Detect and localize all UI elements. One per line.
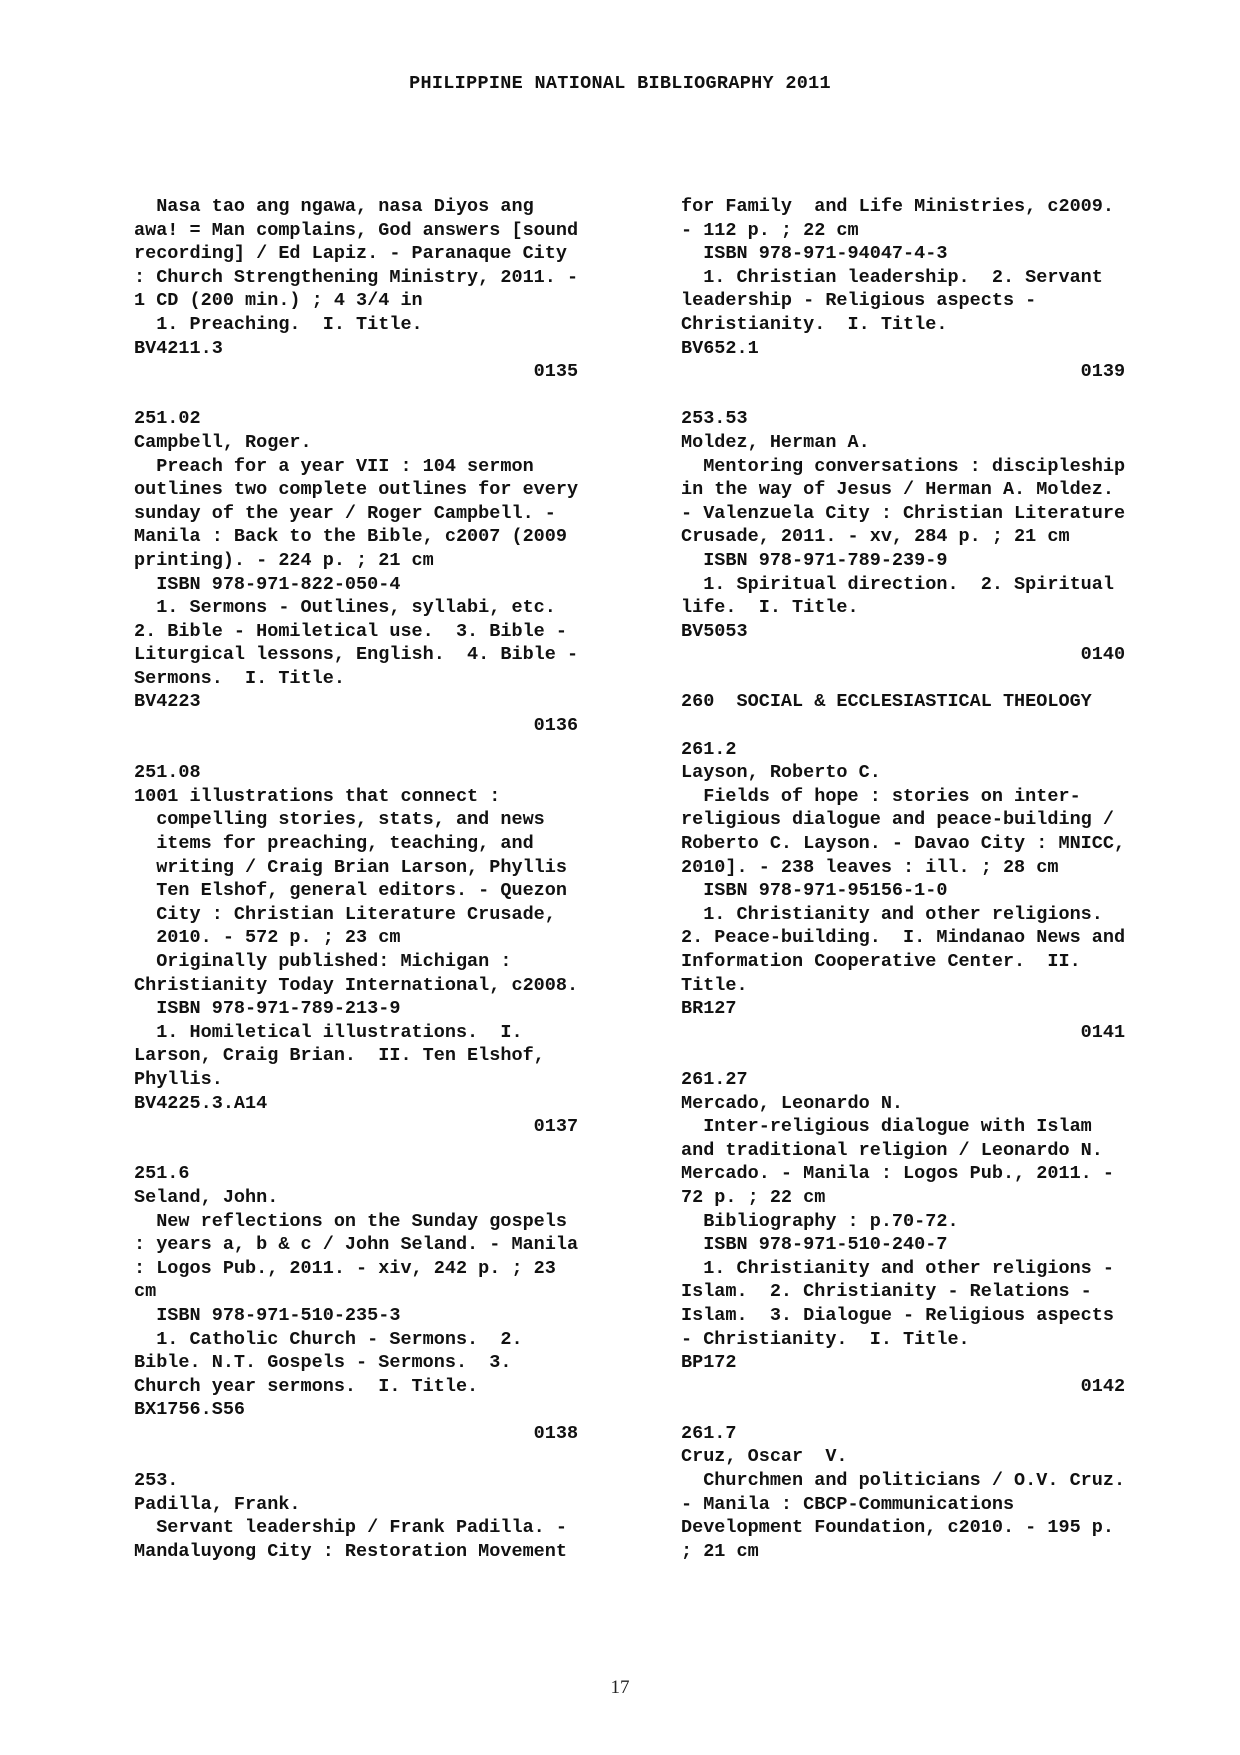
bibliography-line <box>681 667 1181 691</box>
bibliography-line: BV5053 <box>681 620 748 642</box>
bibliography-line: Mercado. - Manila : Logos Pub., 2011. - <box>681 1163 1114 1185</box>
bibliography-line <box>681 714 1181 738</box>
bibliography-line: 0137 <box>134 1116 579 1138</box>
bibliography-line: 2010. - 572 p. ; 23 cm <box>134 927 401 949</box>
bibliography-line: Roberto C. Layson. - Davao City : MNICC, <box>681 833 1126 855</box>
bibliography-line: : years a, b & c / John Seland. - Manila <box>134 1234 579 1256</box>
bibliography-line <box>134 1445 634 1469</box>
bibliography-line: Crusade, 2011. - xv, 284 p. ; 21 cm <box>681 526 1070 548</box>
bibliography-line: : Logos Pub., 2011. - xiv, 242 p. ; 23 <box>134 1257 556 1279</box>
bibliography-line: recording] / Ed Lapiz. - Paranaque City <box>134 243 567 265</box>
bibliography-line: ISBN 978-971-95156-1-0 <box>681 880 948 902</box>
bibliography-line: Christianity. I. Title. <box>681 313 948 335</box>
bibliography-line: 1001 illustrations that connect : <box>134 785 501 807</box>
bibliography-line: Bible. N.T. Gospels - Sermons. 3. <box>134 1352 512 1374</box>
bibliography-line: - Valenzuela City : Christian Literature <box>681 502 1126 524</box>
bibliography-line: 1. Christian leadership. 2. Servant <box>681 266 1103 288</box>
bibliography-line: 1. Sermons - Outlines, syllabi, etc. <box>134 597 556 619</box>
bibliography-line: 261.2 <box>681 738 737 760</box>
bibliography-line: BV4225.3.A14 <box>134 1092 268 1114</box>
bibliography-line: Cruz, Oscar V. <box>681 1446 848 1468</box>
bibliography-line: Seland, John. <box>134 1186 279 1208</box>
bibliography-line: ISBN 978-971-94047-4-3 <box>681 243 948 265</box>
bibliography-line: 1. Homiletical illustrations. I. <box>134 1021 523 1043</box>
bibliography-line <box>134 1139 634 1163</box>
bibliography-line: 253. <box>134 1470 179 1492</box>
bibliography-line: ISBN 978-971-822-050-4 <box>134 573 401 595</box>
bibliography-line: Ten Elshof, general editors. - Quezon <box>134 880 567 902</box>
bibliography-line: for Family and Life Ministries, c2009. <box>681 196 1114 217</box>
bibliography-line: BX1756.S56 <box>134 1399 246 1421</box>
right-column <box>681 195 1181 1563</box>
bibliography-line: ISBN 978-971-510-235-3 <box>134 1304 401 1326</box>
bibliography-line: writing / Craig Brian Larson, Phyllis <box>134 856 567 878</box>
bibliography-line: 0139 <box>681 361 1126 383</box>
bibliography-line: 1 CD (200 min.) ; 4 3/4 in <box>134 290 423 312</box>
bibliography-line: 1. Christianity and other religions - <box>681 1257 1114 1279</box>
bibliography-line: 251.08 <box>134 762 201 784</box>
bibliography-line <box>134 738 634 762</box>
bibliography-line: Mercado, Leonardo N. <box>681 1092 904 1114</box>
bibliography-line: 2010]. - 238 leaves : ill. ; 28 cm <box>681 856 1059 878</box>
bibliography-line: BV4223 <box>134 691 201 713</box>
bibliography-line: Campbell, Roger. <box>134 431 312 453</box>
bibliography-line: 2. Bible - Homiletical use. 3. Bible - <box>134 620 567 642</box>
bibliography-line: 260 SOCIAL & ECCLESIASTICAL THEOLOGY <box>681 691 1092 713</box>
bibliography-line <box>681 1398 1181 1422</box>
bibliography-line: Christianity Today International, c2008. <box>134 974 579 996</box>
bibliography-line: printing). - 224 p. ; 21 cm <box>134 549 434 571</box>
bibliography-line: 2. Peace-building. I. Mindanao News and <box>681 927 1126 949</box>
bibliography-line: 1. Christianity and other religions. <box>681 903 1103 925</box>
bibliography-line: 1. Catholic Church - Sermons. 2. <box>134 1328 523 1350</box>
bibliography-line: items for preaching, teaching, and <box>134 833 534 855</box>
bibliography-line: outlines two complete outlines for every <box>134 479 579 501</box>
bibliography-line: Islam. 2. Christianity - Relations - <box>681 1281 1092 1303</box>
bibliography-line: 251.02 <box>134 408 201 430</box>
bibliography-line: BV4211.3 <box>134 337 223 359</box>
bibliography-line <box>134 384 634 408</box>
bibliography-line: : Church Strengthening Ministry, 2011. - <box>134 266 579 288</box>
bibliography-line: City : Christian Literature Crusade, <box>134 903 556 925</box>
bibliography-line: ; 21 cm <box>681 1540 759 1562</box>
bibliography-line <box>681 1044 1181 1068</box>
bibliography-line: and traditional religion / Leonardo N. <box>681 1139 1103 1161</box>
bibliography-line <box>681 384 1181 408</box>
bibliography-line: Title. <box>681 974 748 996</box>
bibliography-line: - Manila : CBCP-Communications <box>681 1493 1015 1515</box>
bibliography-line: awa! = Man complains, God answers [sound <box>134 219 579 241</box>
bibliography-line: 0140 <box>681 644 1126 666</box>
bibliography-line: Information Cooperative Center. II. <box>681 951 1081 972</box>
page-number: 17 <box>610 1677 630 1698</box>
bibliography-line: Originally published: Michigan : <box>134 951 512 972</box>
bibliography-line: BV652.1 <box>681 337 759 359</box>
bibliography-line: BP172 <box>681 1352 737 1374</box>
left-column <box>134 195 634 1563</box>
bibliography-line: Moldez, Herman A. <box>681 431 870 453</box>
bibliography-line: Mandaluyong City : Restoration Movement <box>134 1540 567 1562</box>
bibliography-line: Mentoring conversations : discipleship <box>681 455 1126 477</box>
bibliography-line: - 112 p. ; 22 cm <box>681 219 859 241</box>
bibliography-line: 0142 <box>681 1375 1126 1397</box>
bibliography-line: Phyllis. <box>134 1068 223 1090</box>
bibliography-line: Development Foundation, c2010. - 195 p. <box>681 1517 1114 1539</box>
bibliography-line: ISBN 978-971-510-240-7 <box>681 1234 948 1256</box>
bibliography-line: Manila : Back to the Bible, c2007 (2009 <box>134 526 567 548</box>
bibliography-line: Islam. 3. Dialogue - Religious aspects <box>681 1304 1114 1326</box>
bibliography-line: 0141 <box>681 1021 1126 1043</box>
bibliography-line: 0136 <box>134 715 579 737</box>
bibliography-line: Nasa tao ang ngawa, nasa Diyos ang <box>134 196 534 217</box>
bibliography-line: 1. Preaching. I. Title. <box>134 313 423 335</box>
bibliography-line: Churchmen and politicians / O.V. Cruz. <box>681 1470 1126 1492</box>
bibliography-line: Inter-religious dialogue with Islam <box>681 1116 1092 1138</box>
bibliography-line: 0138 <box>134 1422 579 1444</box>
bibliography-line: Church year sermons. I. Title. <box>134 1375 479 1397</box>
bibliography-line: Larson, Craig Brian. II. Ten Elshof, <box>134 1045 545 1067</box>
bibliography-line: Layson, Roberto C. <box>681 762 881 784</box>
bibliography-line: ISBN 978-971-789-213-9 <box>134 998 401 1020</box>
bibliography-line: Bibliography : p.70-72. <box>681 1210 959 1232</box>
bibliography-line: Preach for a year VII : 104 sermon <box>134 455 534 477</box>
bibliography-line: religious dialogue and peace-building / <box>681 809 1114 831</box>
bibliography-line: Liturgical lessons, English. 4. Bible - <box>134 644 579 666</box>
bibliography-line: Sermons. I. Title. <box>134 667 345 689</box>
bibliography-line: compelling stories, stats, and news <box>134 809 545 831</box>
bibliography-line: 253.53 <box>681 408 748 430</box>
bibliography-line: Servant leadership / Frank Padilla. - <box>134 1517 567 1539</box>
bibliography-line: cm <box>134 1281 157 1303</box>
bibliography-line: life. I. Title. <box>681 597 859 619</box>
bibliography-line: - Christianity. I. Title. <box>681 1328 970 1350</box>
page-title: PHILIPPINE NATIONAL BIBLIOGRAPHY 2011 <box>409 73 831 94</box>
bibliography-line: 261.7 <box>681 1422 737 1444</box>
bibliography-line: Fields of hope : stories on inter- <box>681 785 1081 807</box>
bibliography-line: 251.6 <box>134 1163 190 1185</box>
bibliography-line: 72 p. ; 22 cm <box>681 1186 826 1208</box>
bibliography-line: Padilla, Frank. <box>134 1493 301 1515</box>
bibliography-line: 261.27 <box>681 1068 748 1090</box>
bibliography-line: BR127 <box>681 998 737 1020</box>
bibliography-line: 0135 <box>134 361 579 383</box>
bibliography-line: sunday of the year / Roger Campbell. - <box>134 502 556 524</box>
bibliography-line: leadership - Religious aspects - <box>681 290 1037 312</box>
bibliography-line: 1. Spiritual direction. 2. Spiritual <box>681 573 1114 595</box>
bibliography-line: in the way of Jesus / Herman A. Moldez. <box>681 479 1114 501</box>
bibliography-line: New reflections on the Sunday gospels <box>134 1210 567 1232</box>
bibliography-line: ISBN 978-971-789-239-9 <box>681 549 948 571</box>
